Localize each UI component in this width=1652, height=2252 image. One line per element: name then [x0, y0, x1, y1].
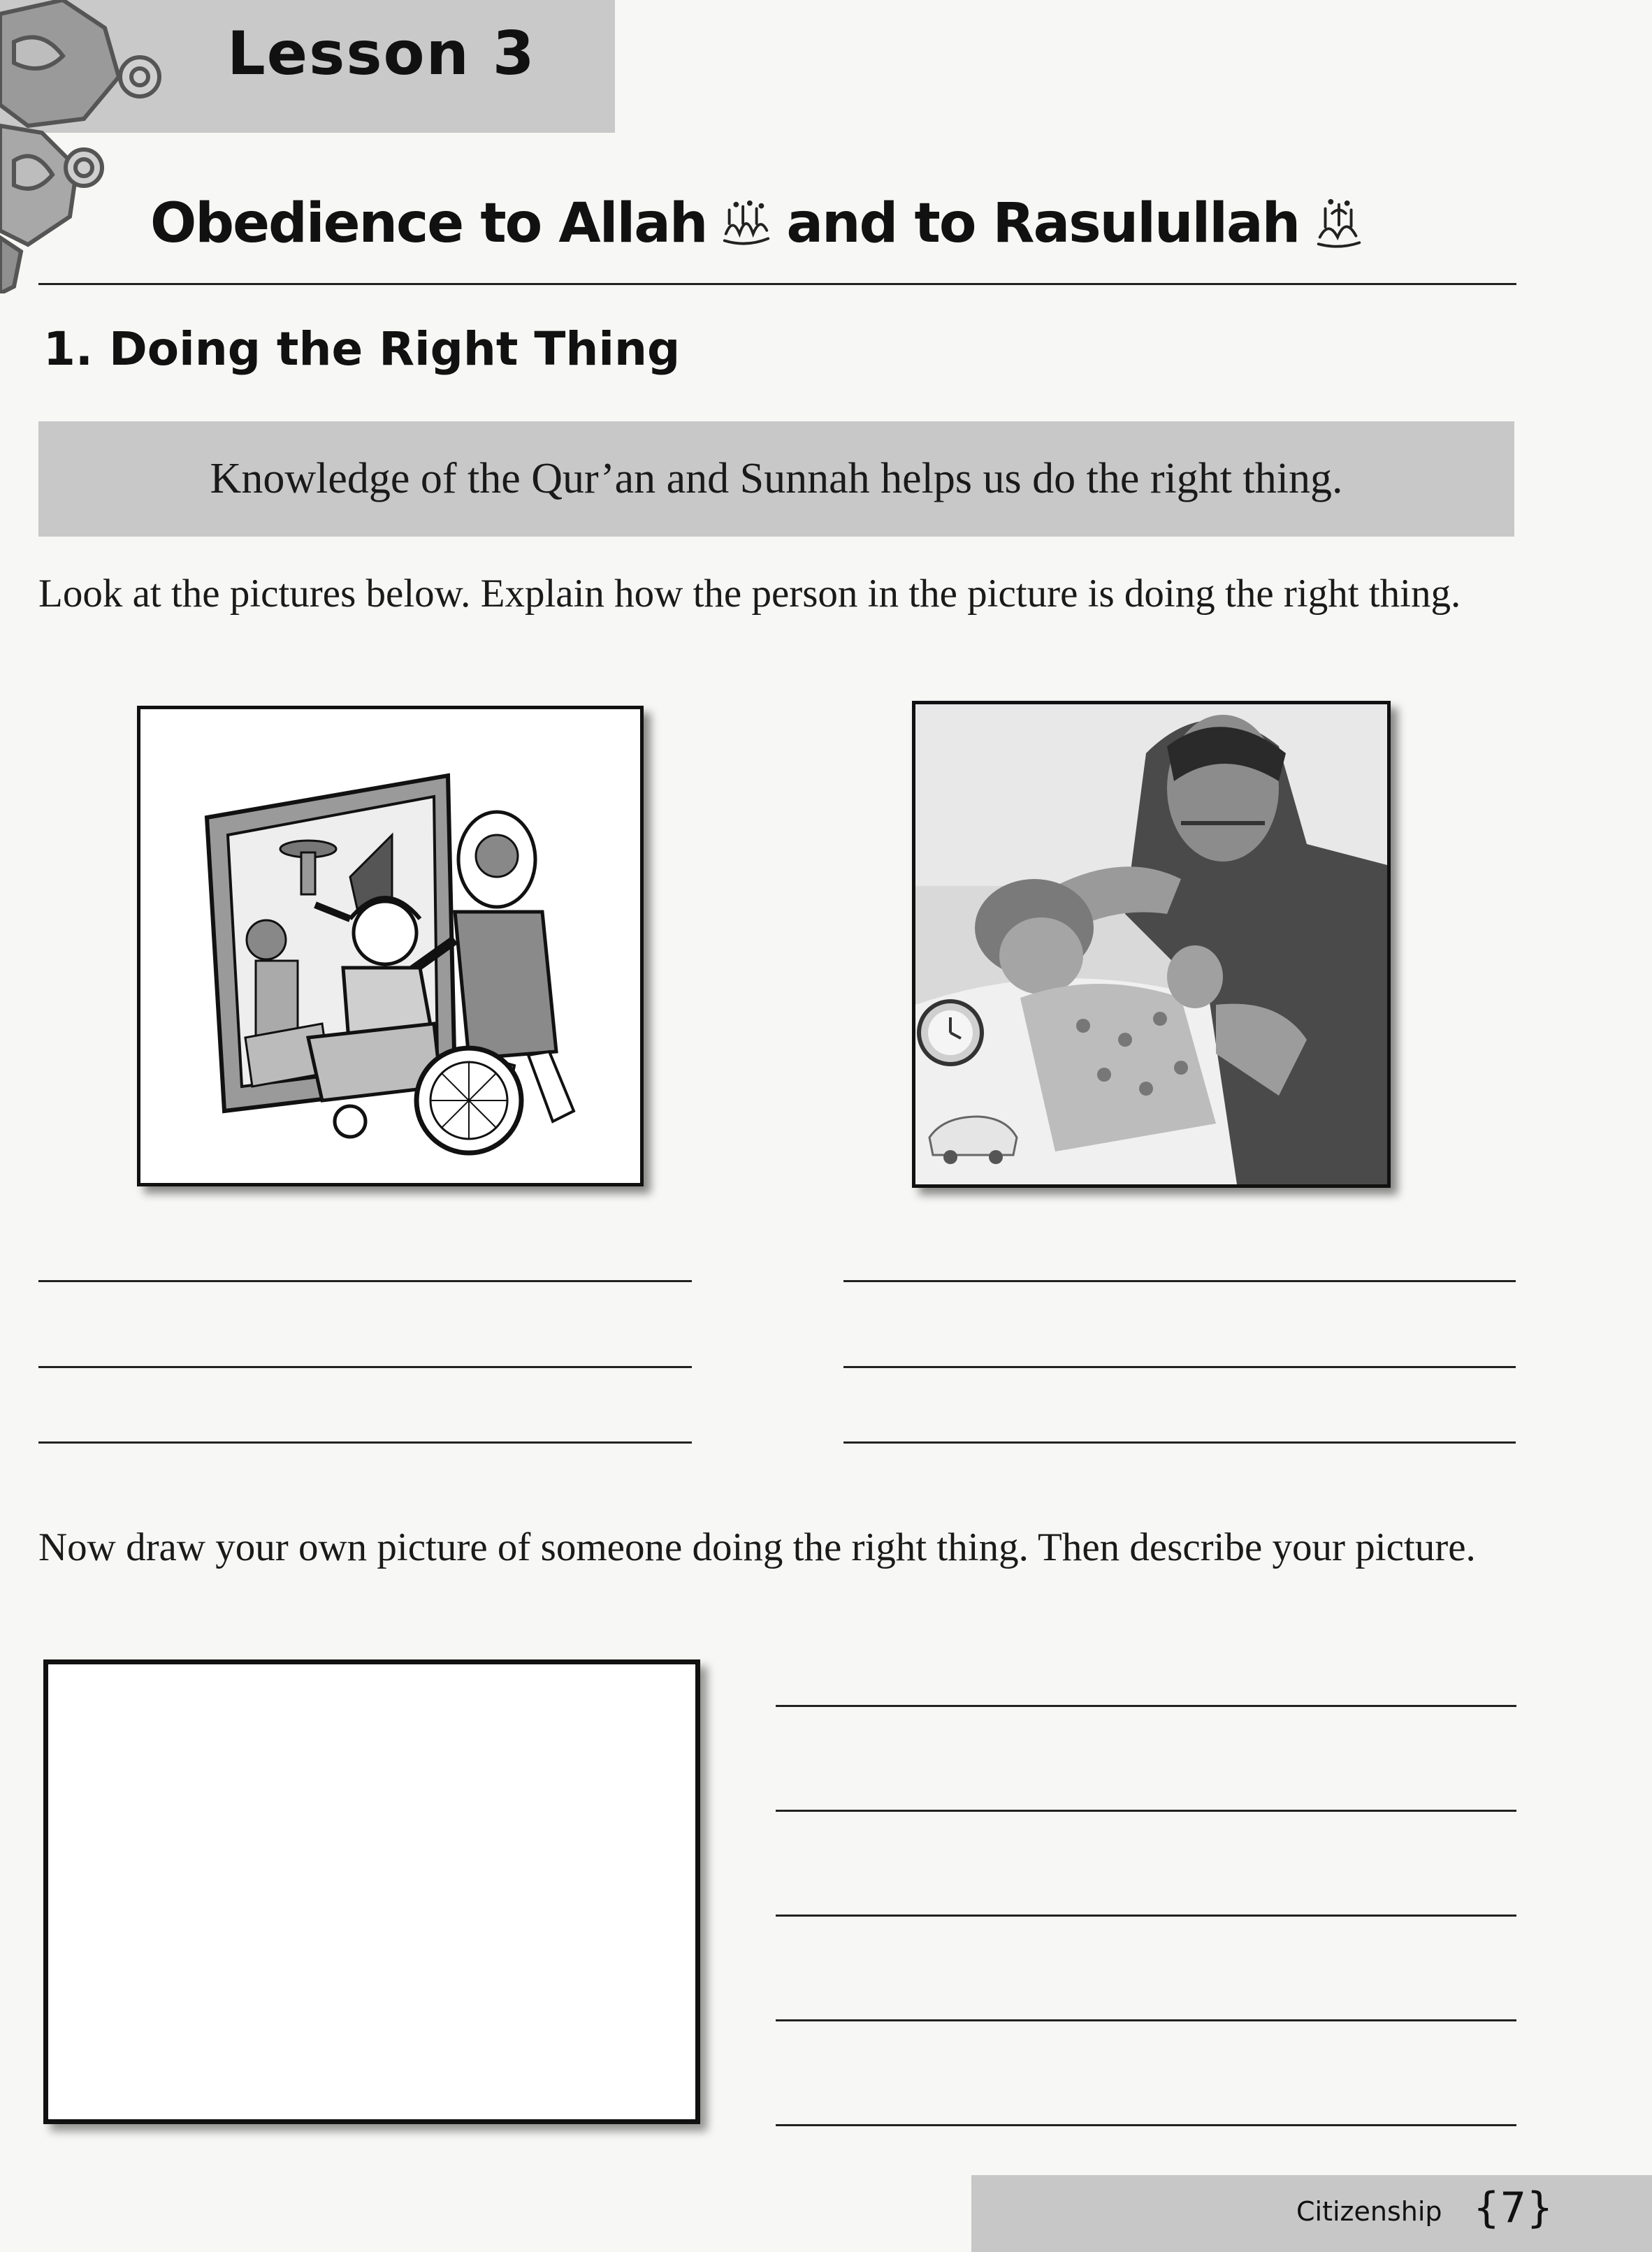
lesson-title-part-2: and to Rasulullah	[786, 192, 1300, 255]
picture-father-sick-child	[912, 701, 1391, 1188]
title-divider	[38, 283, 1516, 285]
lesson-label: Lesson 3	[227, 19, 536, 89]
wheelchair-helper-illustration-icon	[140, 709, 640, 1183]
answer-line-left-2[interactable]	[38, 1366, 692, 1368]
lesson-title	[150, 178, 1379, 269]
subhanahu-wa-taala-calligraphy-icon	[719, 196, 774, 252]
description-line-1[interactable]	[776, 1705, 1516, 1707]
key-idea-callout	[38, 421, 1514, 537]
footer-subject: Citizenship	[1296, 2196, 1442, 2227]
description-line-4[interactable]	[776, 2019, 1516, 2021]
picture-wheelchair-helper	[137, 706, 644, 1186]
drawing-box[interactable]	[43, 1659, 700, 2124]
description-line-3[interactable]	[776, 1915, 1516, 1917]
answer-line-right-3[interactable]	[843, 1441, 1516, 1444]
section-heading: 1. Doing the Right Thing	[43, 322, 681, 376]
lesson-title-part-1: Obedience to Allah	[150, 192, 707, 255]
instruction-look: Look at the pictures below. Explain how the person in the picture is doing the right thing.	[38, 572, 1461, 616]
callout-text: Knowledge of the Qur’an and Sunnah helps us do the right thing.	[210, 455, 1343, 502]
answer-line-right-2[interactable]	[843, 1366, 1516, 1368]
answer-line-left-1[interactable]	[38, 1280, 692, 1282]
sallallahu-alayhi-wasallam-calligraphy-icon	[1312, 196, 1366, 252]
father-checking-sick-child-photo-icon	[915, 704, 1387, 1184]
answer-line-left-3[interactable]	[38, 1441, 692, 1444]
answer-line-right-1[interactable]	[843, 1280, 1516, 1282]
instruction-draw: Now draw your own picture of someone doing the right thing. Then describe your picture.	[38, 1525, 1476, 1569]
description-line-5[interactable]	[776, 2124, 1516, 2126]
description-line-2[interactable]	[776, 1810, 1516, 1812]
page-number: {7}	[1473, 2184, 1553, 2232]
